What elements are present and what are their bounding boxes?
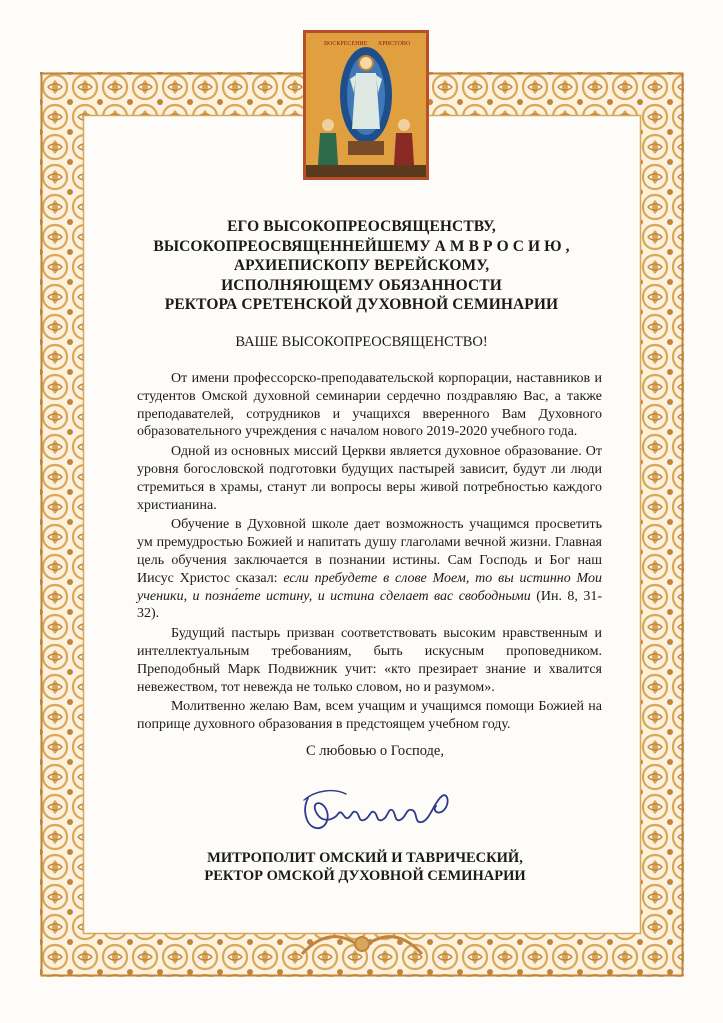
signer-title bbox=[150, 850, 580, 885]
addressee-line-4: ИСПОЛНЯЮЩЕМУ ОБЯЗАННОСТИ bbox=[221, 276, 502, 294]
resurrection-icon bbox=[303, 30, 429, 180]
addressee-line-3: АРХИЕПИСКОПУ ВЕРЕЙСКОМУ, bbox=[233, 257, 490, 274]
addressee-line-1: ЕГО ВЫСОКОПРЕОСВЯЩЕНСТВУ, bbox=[227, 218, 496, 235]
paragraph-3-text: Обучение в Духовной школе дает возможность учащимся просветить ум премудростью Божией и напитать душу глаголами вечной жизни. Главная цель обучения заключается в познании истины. Сам Господь и Бог наш Иисус Христос сказал: bbox=[137, 517, 602, 586]
paragraph-5: Молитвенно желаю Вам, всем учащим и учащимся помощи Божией на поприще духовного образования в предстоящем учебном году. bbox=[137, 699, 602, 733]
icon-inscription-left: ВОСКРЕСЕНИЕ bbox=[324, 41, 368, 47]
letter-body bbox=[137, 370, 602, 734]
addressee-line-5: РЕКТОРА СРЕТЕНСКОЙ ДУХОВНОЙ СЕМИНАРИИ bbox=[164, 296, 559, 313]
paragraph-1: От имени профессорско-преподавательской корпорации, наставников и студентов Омской духовной семинарии сердечно поздравляю Вас, а также преподавателей, сотрудников и учащихся вверенного Вам Духовного образовательного учреждения с началом нового 2019-2020 учебного года. bbox=[137, 371, 602, 440]
paragraph-4: Будущий пастырь призван соответствовать высоким нравственным и интеллектуальным требованиям, быть искусным проповедником. Преподобный Марк Подвижник учит: «кто презирает знание и хвалится невежеством, тот невежда не только словом, но и разумом». bbox=[137, 626, 602, 695]
icon-inscription-right: ХРИСТОВО bbox=[378, 41, 411, 47]
handwritten-signature bbox=[286, 780, 466, 840]
closing-line: С любовью о Господе, bbox=[306, 743, 444, 759]
signer-line-1: МИТРОПОЛИТ ОМСКИЙ И ТАВРИЧЕСКИЙ, bbox=[207, 850, 523, 866]
paragraph-3 bbox=[137, 516, 602, 623]
scripture-reference: (Ин. 8, 31-32). bbox=[137, 588, 602, 622]
scripture-quote: если пребудете в слове Моем, то вы истинно Мои ученики, и позна́ете истину, и истина сделает вас свободными bbox=[137, 570, 603, 604]
addressee-block bbox=[100, 217, 623, 315]
paragraph-2: Одной из основных миссий Церкви является духовное образование. От уровня богословской подготовки будущих пастырей зависит, будут ли люди стремиться в храмы, станут ли вопросы веры живой потребностью каждого христианина. bbox=[137, 444, 602, 513]
salutation: ВАШЕ ВЫСОКОПРЕОСВЯЩЕНСТВО! bbox=[235, 334, 488, 350]
signer-line-2: РЕКТОР ОМСКОЙ ДУХОВНОЙ СЕМИНАРИИ bbox=[204, 867, 526, 884]
addressee-line-2: ВЫСОКОПРЕОСВЯЩЕННЕЙШЕМУ А М В Р О С И Ю , bbox=[153, 237, 570, 255]
